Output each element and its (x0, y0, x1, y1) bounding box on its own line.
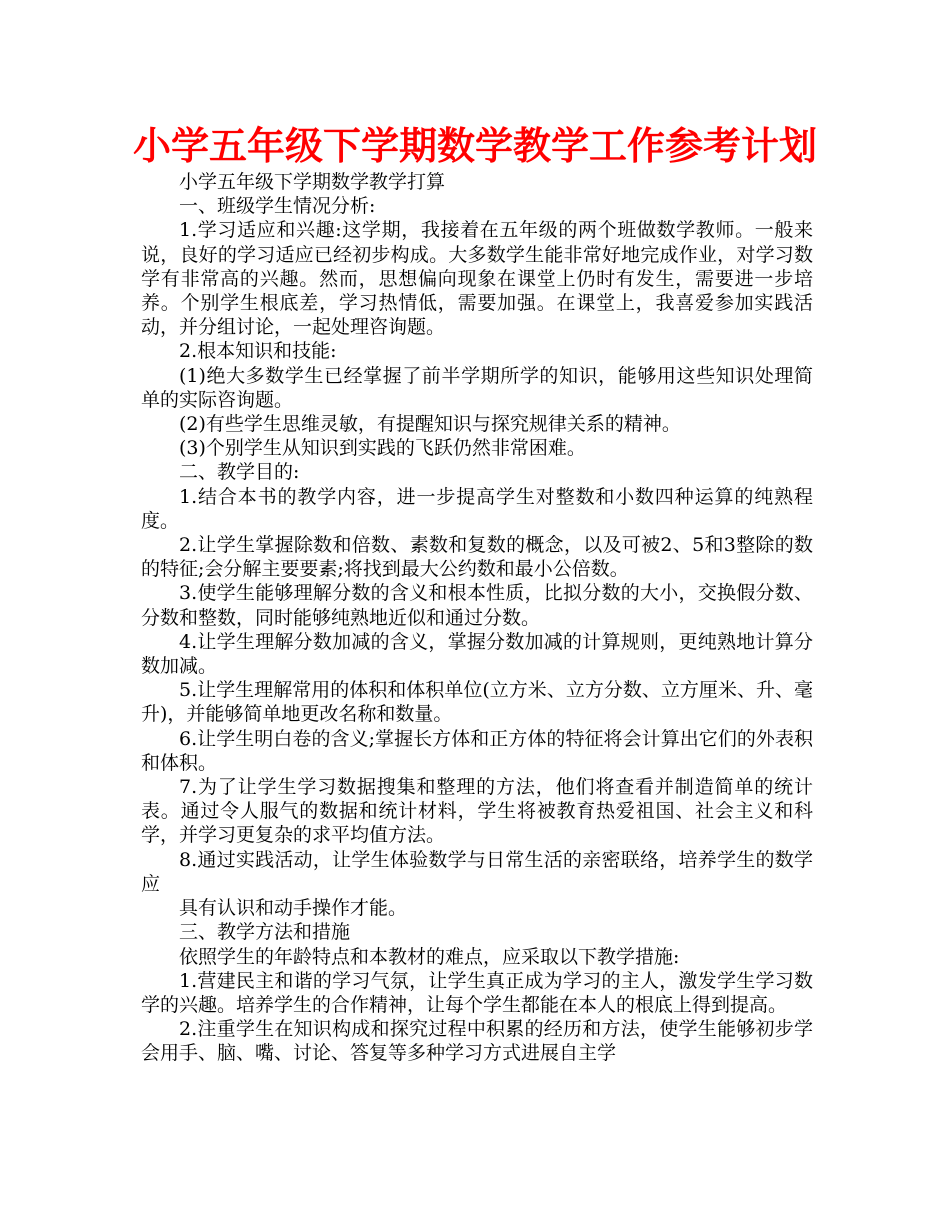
subsection-heading: 2.根本知识和技能: (179, 340, 337, 363)
paragraph: (2)有些学生思维灵敏，有提醒知识与探究规律关系的精神。 (179, 413, 681, 436)
section-heading: 二、教学目的: (179, 461, 300, 484)
paragraph: 5.让学生理解常用的体积和体积单位(立方米、立方分数、立方厘米、升、毫升)，并能够简单地更改名称和数量。 (141, 679, 813, 726)
paragraph: 2.注重学生在知识构成和探究过程中积累的经历和方法，使学生能够初步学会用手、脑、嘴、讨论、答复等多种学习方式进展自主学 (141, 1018, 813, 1065)
paragraph: 6.让学生明白卷的含义;掌握长方体和正方体的特征将会计算出它们的外表积和体积。 (141, 727, 813, 774)
paragraph: (3)个别学生从知识到实践的飞跃仍然非常困难。 (179, 437, 586, 460)
paragraph: 1.营建民主和谐的学习气氛，让学生真正成为学习的主人，激发学生学习数学的兴趣。培养学生的合作精神，让每个学生都能在本人的根底上得到提高。 (141, 969, 813, 1016)
paragraph: 1.学习适应和兴趣:这学期，我接着在五年级的两个班做数学教师。一般来说，良好的学习适应已经初步构成。大多数学生能非常好地完成作业，对学习数学有非常高的兴趣。然而，思想偏向现象在课堂上仍时有发生，需要进一步培养。个别学生根底差，学习热情低，需要加强。在课堂上，我喜爱参加实践活动，并分组讨论，一起处理咨询题。 (141, 219, 813, 339)
paragraph: 4.让学生理解分数加减的含义，掌握分数加减的计算规则，更纯熟地计算分数加减。 (141, 630, 813, 678)
paragraph: 依照学生的年龄特点和本教材的难点，应采取以下教学措施: (179, 945, 680, 968)
section-heading: 三、教学方法和措施 (179, 921, 351, 944)
paragraph: 具有认识和动手操作才能。 (179, 897, 408, 920)
paragraph: (1)绝大多数学生已经掌握了前半学期所学的知识，能够用这些知识处理简单的实际咨询题。 (141, 364, 813, 411)
section-heading: 一、班级学生情况分析: (179, 195, 376, 218)
paragraph: 8.通过实践活动，让学生体验数学与日常生活的亲密联络，培养学生的数学应 (141, 848, 813, 895)
paragraph: 小学五年级下学期数学教学打算 (179, 171, 446, 193)
document-title: 小学五年级下学期数学教学工作参考计划 (132, 124, 817, 168)
paragraph: 1.结合本书的教学内容，进一步提高学生对整数和小数四种运算的纯熟程度。 (141, 485, 813, 532)
paragraph: 2.让学生掌握除数和倍数、素数和复数的概念，以及可被2、5和3整除的数的特征;会分解主要要素;将找到最大公约数和最小公倍数。 (141, 534, 813, 581)
document-body (141, 170, 813, 1066)
paragraph: 3.使学生能够理解分数的含义和根本性质，比拟分数的大小，交换假分数、分数和整数，同时能够纯熟地近似和通过分数。 (141, 582, 813, 629)
paragraph: 7.为了让学生学习数据搜集和整理的方法，他们将查看并制造简单的统计表。通过令人服气的数据和统计材料，学生将被教育热爱祖国、社会主义和科学，并学习更复杂的求平均值方法。 (141, 776, 813, 847)
